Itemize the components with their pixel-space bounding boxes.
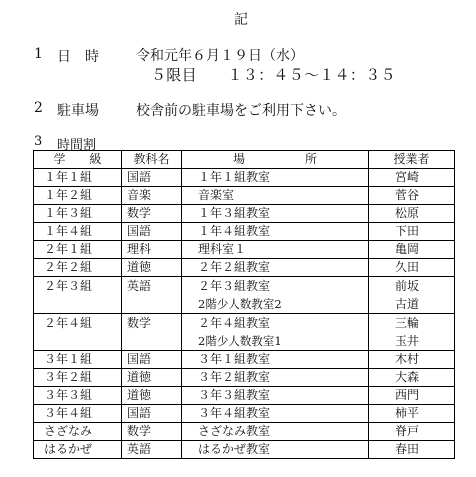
teacher-line: 宮崎 <box>395 170 420 184</box>
teacher-line: 菅谷 <box>395 188 420 202</box>
header-teacher: 授業者 <box>369 151 455 169</box>
table-row <box>34 223 455 241</box>
teacher-line: 西門 <box>395 388 420 402</box>
cell-place <box>182 169 369 187</box>
cell-class: ２年１組 <box>34 241 122 259</box>
teacher-line: 下田 <box>395 224 420 238</box>
cell-subject: 道徳 <box>122 259 182 277</box>
header-class: 学 級 <box>34 151 122 169</box>
item-number: 3 <box>34 134 43 149</box>
cell-class: はるかぜ <box>34 441 122 459</box>
cell-place <box>182 405 369 423</box>
place-line: はるかぜ教室 <box>198 442 271 456</box>
header-place: 場 所 <box>182 151 369 169</box>
cell-teacher <box>369 405 455 423</box>
place-line: ２年２組教室 <box>198 260 271 274</box>
cell-place <box>182 441 369 459</box>
cell-class: ２年２組 <box>34 259 122 277</box>
cell-class: さざなみ <box>34 423 122 441</box>
place-line: １年１組教室 <box>198 170 271 184</box>
timetable <box>33 150 455 459</box>
cell-teacher <box>369 351 455 369</box>
cell-place <box>182 259 369 277</box>
place-line: さざなみ教室 <box>198 424 271 438</box>
table-row <box>34 169 455 187</box>
cell-teacher <box>369 259 455 277</box>
cell-subject: 英語 <box>122 277 182 314</box>
table-row <box>34 314 455 351</box>
cell-teacher <box>369 314 455 351</box>
cell-place <box>182 351 369 369</box>
cell-subject: 音楽 <box>122 187 182 205</box>
parking-note: 校舎前の駐車場をご利用下さい。 <box>136 103 346 119</box>
place-line: 理科室１ <box>198 242 247 256</box>
cell-subject: 数学 <box>122 314 182 351</box>
teacher-line: 亀岡 <box>395 242 420 256</box>
cell-class: ３年３組 <box>34 387 122 405</box>
cell-class: ２年４組 <box>34 314 122 351</box>
table-row <box>34 423 455 441</box>
cell-teacher <box>369 241 455 259</box>
cell-subject: 道徳 <box>122 369 182 387</box>
cell-place <box>182 369 369 387</box>
cell-teacher <box>369 205 455 223</box>
place-line: ３年３組教室 <box>198 388 271 402</box>
item-number: 1 <box>34 46 43 62</box>
cell-class: １年２組 <box>34 187 122 205</box>
item-label: 時間割 <box>57 138 97 153</box>
cell-teacher <box>369 169 455 187</box>
table-row <box>34 405 455 423</box>
cell-class: ２年３組 <box>34 277 122 314</box>
teacher-line: 木村 <box>395 352 420 366</box>
cell-subject: 国語 <box>122 223 182 241</box>
cell-class: １年４組 <box>34 223 122 241</box>
teacher-line: 松原 <box>395 206 420 220</box>
table-row <box>34 369 455 387</box>
cell-class: ３年４組 <box>34 405 122 423</box>
cell-place <box>182 314 369 351</box>
item-label: 駐車場 <box>57 103 99 119</box>
table-row <box>34 387 455 405</box>
teacher-line: 三輪 <box>395 316 420 330</box>
cell-teacher <box>369 277 455 314</box>
date-value: 令和元年６月１９日（水） <box>136 48 304 64</box>
cell-class: ３年２組 <box>34 369 122 387</box>
place-line: 2階少人数教室1 <box>198 334 282 348</box>
place-line: ２年４組教室 <box>198 316 271 330</box>
cell-class: ３年１組 <box>34 351 122 369</box>
place-line: ３年２組教室 <box>198 370 271 384</box>
table-row <box>34 205 455 223</box>
place-line: １年３組教室 <box>198 206 271 220</box>
teacher-line: 脊戸 <box>395 424 420 438</box>
cell-place <box>182 387 369 405</box>
place-line: ３年１組教室 <box>198 352 271 366</box>
cell-place <box>182 423 369 441</box>
cell-subject: 国語 <box>122 405 182 423</box>
teacher-line: 春田 <box>395 442 420 456</box>
cell-place <box>182 187 369 205</box>
timetable-header-row <box>34 151 455 169</box>
place-line: 音楽室 <box>198 188 235 202</box>
cell-place <box>182 241 369 259</box>
cell-subject: 英語 <box>122 441 182 459</box>
table-row <box>34 441 455 459</box>
document-heading: 記 <box>234 12 248 28</box>
place-line: 2階少人数教室2 <box>198 297 282 311</box>
cell-teacher <box>369 387 455 405</box>
teacher-line: 柿平 <box>395 406 420 420</box>
cell-subject: 理科 <box>122 241 182 259</box>
place-line: １年４組教室 <box>198 224 271 238</box>
period-time-value: ５限目 １３：４５～１４：３５ <box>151 66 396 84</box>
teacher-line: 前坂 <box>395 279 420 293</box>
cell-teacher <box>369 187 455 205</box>
cell-subject: 数学 <box>122 423 182 441</box>
teacher-line: 大森 <box>395 370 420 384</box>
cell-subject: 国語 <box>122 351 182 369</box>
teacher-line: 古道 <box>395 297 420 311</box>
place-line: ２年３組教室 <box>198 279 271 293</box>
cell-teacher <box>369 441 455 459</box>
item-label: 日 時 <box>57 49 99 65</box>
table-row <box>34 351 455 369</box>
cell-subject: 数学 <box>122 205 182 223</box>
cell-subject: 国語 <box>122 169 182 187</box>
table-row <box>34 241 455 259</box>
cell-teacher <box>369 223 455 241</box>
table-row <box>34 277 455 314</box>
cell-teacher <box>369 423 455 441</box>
cell-class: １年１組 <box>34 169 122 187</box>
header-subject: 教科名 <box>122 151 182 169</box>
place-line: ３年４組教室 <box>198 406 271 420</box>
cell-place <box>182 205 369 223</box>
item-number: 2 <box>34 100 43 116</box>
cell-place <box>182 277 369 314</box>
cell-teacher <box>369 369 455 387</box>
teacher-line: 久田 <box>395 260 420 274</box>
cell-place <box>182 223 369 241</box>
teacher-line: 玉井 <box>395 334 420 348</box>
table-row <box>34 187 455 205</box>
cell-subject: 道徳 <box>122 387 182 405</box>
cell-class: １年３組 <box>34 205 122 223</box>
table-row <box>34 259 455 277</box>
